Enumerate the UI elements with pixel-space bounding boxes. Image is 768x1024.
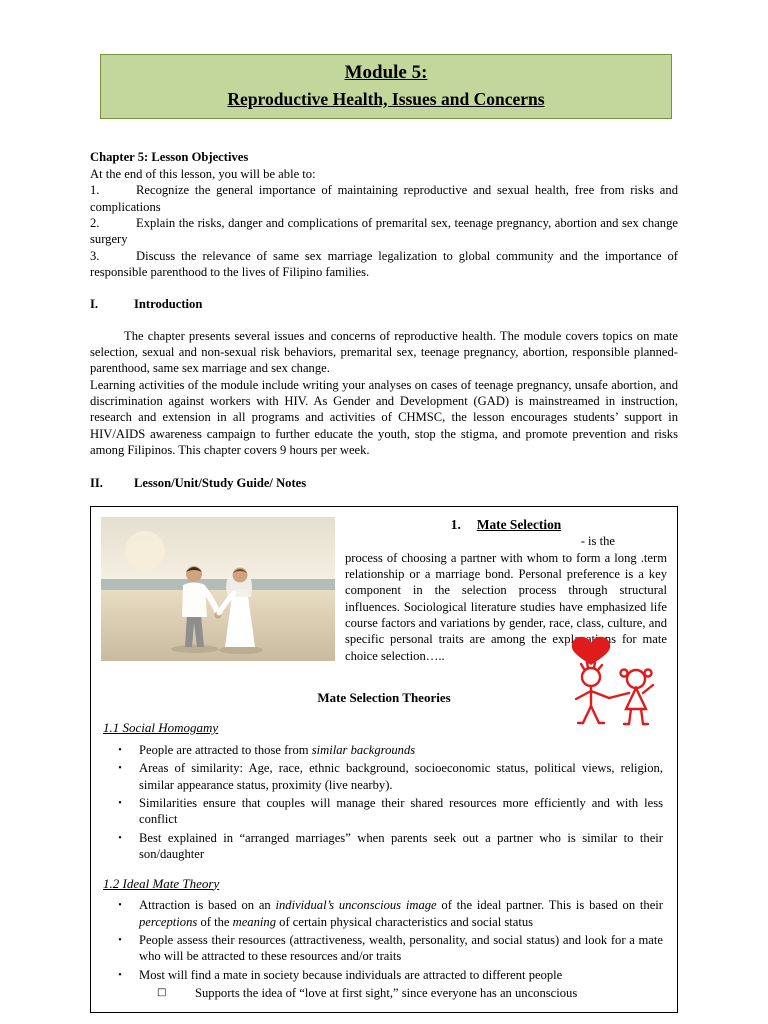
bullet-text	[139, 742, 667, 758]
bullet-text	[139, 897, 667, 930]
objectives-title: Chapter 5: Lesson Objectives	[90, 150, 249, 165]
bullet-marker: •	[118, 935, 122, 947]
bullet-item	[115, 760, 667, 793]
bullet-text-segment: of the	[197, 914, 233, 929]
bullet-marker: •	[118, 763, 122, 775]
wedding-couple-beach-photo-image	[101, 517, 335, 661]
bullet-marker: •	[118, 798, 122, 810]
bullet-item	[115, 967, 667, 983]
objective-item-1	[90, 182, 678, 215]
topic-title: Mate Selection	[476, 516, 562, 532]
bullet-text: People assess their resources (attractiveness, wealth, personality, and social status) and look for a mate who will be attracted to these resources and/or traits	[139, 933, 663, 964]
bullet-text: Similarities ensure that couples will manage their shared resources more efficiently and with less conflict	[139, 796, 663, 827]
section-title: Lesson/Unit/Study Guide/ Notes	[134, 475, 307, 490]
objective-text: Recognize the general importance of maintaining reproductive and sexual health, free from risks and complications	[90, 183, 678, 214]
objective-number: 1.	[90, 183, 100, 198]
objective-number: 3.	[90, 248, 100, 263]
social-homogamy-heading: 1.1 Social Homogamy	[103, 720, 219, 736]
bullet-text-segment: individual’s unconscious image	[275, 898, 437, 913]
square-bullet-marker: □	[157, 987, 167, 999]
bullet-item	[115, 742, 667, 758]
module-header-box	[100, 54, 672, 119]
introduction-paragraph-2: Learning activities of the module include writing your analyses on cases of teenage pregnancy, unsafe abortion, and discrimination against workers with HIV. As Gender and Development (GAD) is mainstreamed in instruction, research and extension in all programs and activities of CHMSC, the lesson encourages students’ support in HIV/AIDS awareness campaign to further educate the youth, stop the stigma, and promote prevention and risks among Filipinos. This chapter covers 9 hours per week.	[90, 377, 678, 458]
bullet-item	[115, 932, 667, 965]
objective-text: Explain the risks, danger and complications of premarital sex, teenage pregnancy, abortion and sex change surgery	[90, 215, 678, 247]
topic-heading	[345, 515, 667, 533]
bullet-item	[115, 830, 667, 863]
wedding-couple-beach-photo	[101, 517, 335, 661]
bullet-item	[115, 897, 667, 930]
bullet-text-segment: People are attracted to those from	[139, 742, 312, 757]
introduction-paragraph-1: The chapter presents several issues and concerns of reproductive health. The module covers topics on mate selection, sexual and non-sexual risk behaviors, premarital sex, teenage pregnancy, abortion, responsible planned- parenthood, same sex marriage and sex change.	[90, 328, 678, 376]
section-number: I.	[90, 297, 99, 312]
objective-number: 2.	[90, 215, 100, 230]
bullet-marker: •	[118, 744, 122, 756]
bullet-text-segment: meaning	[232, 914, 276, 929]
bullet-text: Most will find a mate in society because individuals are attracted to different people	[139, 967, 563, 982]
red-doodle-couple-image	[557, 627, 669, 731]
section-heading-introduction	[90, 296, 678, 312]
bullet-marker: •	[118, 969, 122, 981]
theories-title: Mate Selection Theories	[317, 690, 451, 706]
sub-bullet-text: Supports the idea of “love at first sight,” since everyone has an unconscious	[195, 986, 578, 1001]
sub-bullet-item	[157, 985, 667, 1001]
objective-item-3	[90, 248, 678, 281]
bullet-marker: •	[118, 832, 122, 844]
notes-box	[90, 506, 678, 1013]
bullet-text-segment: Attraction is based on an	[139, 898, 276, 913]
module-subtitle: Reproductive Health, Issues and Concerns	[227, 88, 545, 109]
bullet-text-segment: similar backgrounds	[311, 742, 416, 757]
module-title: Module 5:	[344, 62, 428, 83]
objectives-intro: At the end of this lesson, you will be able to:	[90, 166, 316, 181]
topic-lead: - is the	[580, 534, 615, 549]
bullet-text-segment: of certain physical characteristics and social status	[276, 914, 534, 929]
objective-text: Discuss the relevance of same sex marriage legalization to global community and the importance of responsible parenthood to the lives of Filipino families.	[90, 248, 678, 279]
section-title: Introduction	[134, 297, 203, 312]
ideal-mate-heading: 1.2 Ideal Mate Theory	[103, 875, 220, 891]
bullet-item	[115, 795, 667, 828]
bullet-text-segment: of the ideal partner. This is based on their	[436, 898, 663, 913]
bullet-text: Areas of similarity: Age, race, ethnic background, socioeconomic status, political views, religion, similar appearance status, proximity (live nearby).	[139, 761, 663, 792]
bullet-text: Best explained in “arranged marriages” when parents seek out a partner who is similar to their son/daughter	[139, 830, 663, 862]
bullet-marker: •	[118, 900, 122, 912]
red-doodle-couple-with-heart	[557, 627, 669, 731]
section-number: II.	[90, 475, 103, 490]
topic-paragraph: process of choosing a partner with whom to form a long .term relationship or a marriage bond. Personal preference is a key component in the selection process through structural influences. Sociological literature studies have emphasized life course factors and variations by gender, race, class, culture, and specific personal traits are among the explanations for mate choice selection…..	[345, 550, 667, 663]
bullet-text-segment: perceptions	[139, 914, 198, 929]
topic-number: 1.	[450, 516, 461, 532]
objective-item-2	[90, 215, 678, 248]
section-heading-notes	[90, 475, 678, 491]
